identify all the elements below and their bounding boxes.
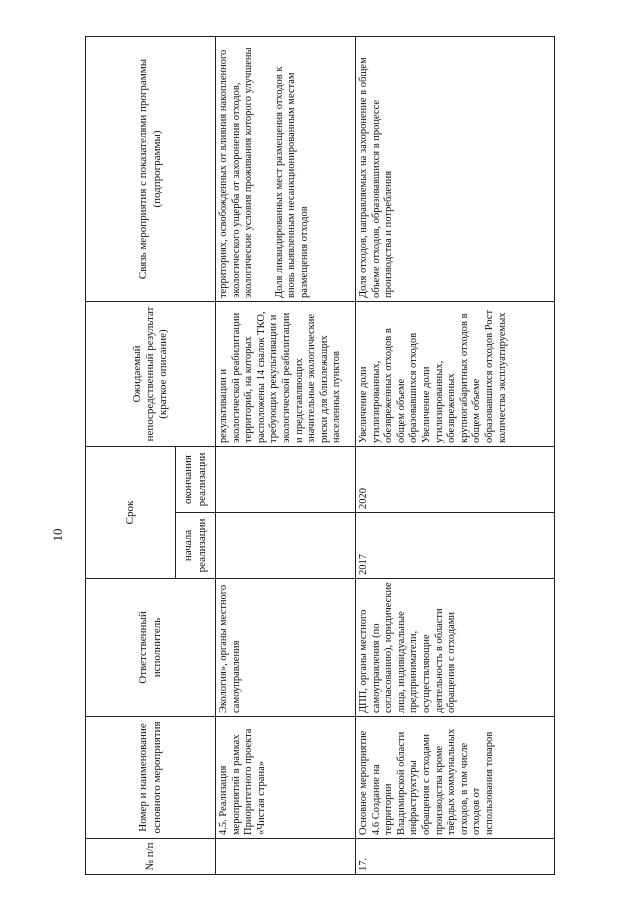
page-number: 10 (50, 528, 65, 542)
cell-start (216, 513, 356, 579)
cell-name: Основное мероприятие 4.6 Создание на территории Владимирской области инфраструктуры обращения с отходами производства кроме твёрдых коммунальных отходов, в том числе отходов от использования товаров (356, 717, 555, 839)
link-text-2: Доля ликвидированных мест размещения отходов к вновь выявленным несанкционированным местам размещения отходов (273, 66, 310, 298)
result-text-2: Увеличение доли утилизированных, обезвреженных крупногабаритных отходов в общем объеме образовавшихся отходов (420, 313, 495, 443)
header-name: Номер и наименование основного мероприятия (86, 717, 216, 839)
result-text-1: Увеличение доли утилизированных, обезвреженных отходов в общем объеме образовавшихся отходов (358, 328, 420, 443)
cell-start: 2017 (356, 513, 555, 579)
link-text: Доля отходов, направляемых на захоронение в общем объеме отходов, образовавшихся в процессе производства и потребления (358, 57, 395, 298)
rotated-table-container (85, 37, 555, 875)
cell-link (216, 37, 356, 302)
header-term: Срок (86, 447, 176, 579)
table-row (216, 37, 356, 875)
header-end: окончания реализации (176, 447, 216, 513)
cell-end (216, 447, 356, 513)
cell-name: 4.5. Реализация мероприятий в рамках Приоритетного проекта «Чистая страна» (216, 717, 356, 839)
table-row (356, 37, 555, 875)
cell-executor: Экология», органы местного самоуправления (216, 579, 356, 717)
cell-num: 17. (356, 839, 555, 875)
header-num: № п/п (86, 839, 216, 875)
cell-end: 2020 (356, 447, 555, 513)
header-link: Связь мероприятия с показателями программы (подпрограммы) (86, 37, 216, 302)
cell-result: рекультивации и экологической реабилитации территорий, на которых расположены 14 свалок ТКО, требующих рекультивации и экологической реабилитации и представляющих значительные экологические риски для близлежащих населенных пунктов (216, 302, 356, 447)
program-measures-table (85, 36, 555, 875)
cell-executor: ДПП, органы местного самоуправления (по согласованию), юридические лица, индивидуальные предприниматели, осуществляющие деятельность в области обращения с отходами (356, 579, 555, 717)
header-start: начала реализации (176, 513, 216, 579)
cell-num (216, 839, 356, 875)
cell-result (356, 302, 555, 447)
table-header-row (86, 37, 176, 875)
header-result: Ожидаемый непосредственный результат (краткое описание) (86, 302, 216, 447)
result-text-3: Рост количества эксплуатируемых (483, 309, 508, 443)
link-text-1: территориях, освобожденных от влияния накопленного экологического ущерба от захоронения отходов, экологические условия проживания которого улучшены (218, 47, 255, 298)
cell-link (356, 37, 555, 302)
header-executor: Ответственный исполнитель (86, 579, 216, 717)
